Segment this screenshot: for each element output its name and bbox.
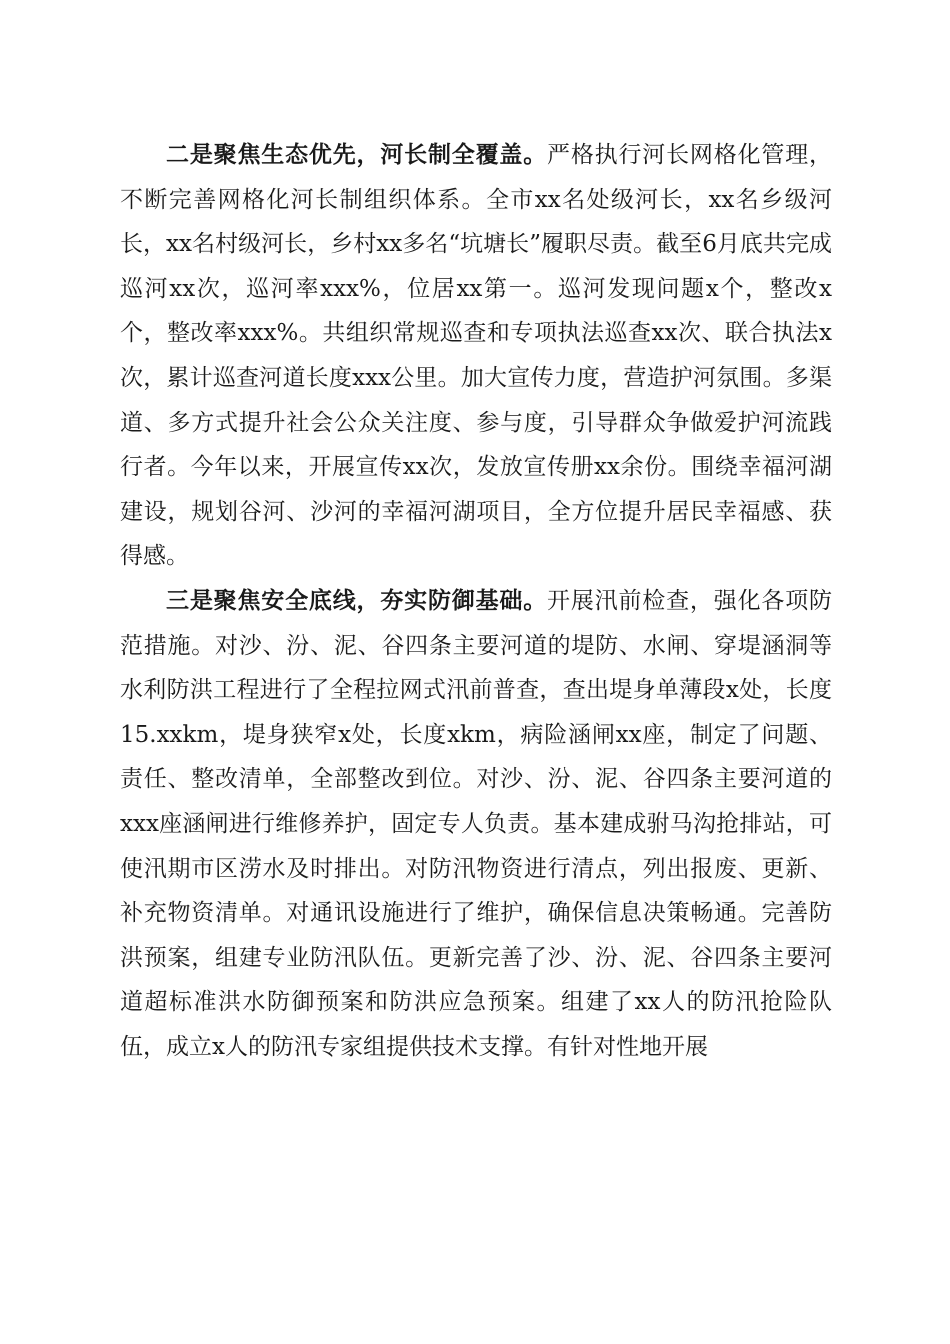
- paragraph-safety: [120, 579, 832, 1070]
- document-body: [120, 133, 832, 1069]
- paragraph-ecology: [120, 133, 832, 579]
- paragraph-text: 开展汛前检查，强化各项防范措施。对沙、汾、泥、谷四条主要河道的堤防、水闸、穿堤涵洞等水利防洪工程进行了全程拉网式汛前普查，查出堤身单薄段x处，长度15.xxkm，堤身狭窄x处，长度xkm，病险涵闸xx座，制定了问题、责任、整改清单，全部整改到位。对沙、汾、泥、谷四条主要河道的xxx座涵闸进行维修养护，固定专人负责。基本建成驸马沟抢排站，可使汛期市区涝水及时排出。对防汛物资进行清点，列出报废、更新、补充物资清单。对通讯设施进行了维护，确保信息决策畅通。完善防洪预案，组建专业防汛队伍。更新完善了沙、汾、泥、谷四条主要河道超标准洪水防御预案和防洪应急预案。组建了xx人的防汛抢险队伍，成立x人的防汛专家组提供技术支撑。有针对性地开展: [120, 587, 833, 1060]
- paragraph-text: 严格执行河长网格化管理，不断完善网格化河长制组织体系。全市xx名处级河长，xx名乡级河长，xx名村级河长，乡村xx多名“坑塘长”履职尽责。截至6月底共完成巡河xx次，巡河率xxx%，位居xx第一。巡河发现问题x个，整改x个，整改率xxx%。共组织常规巡查和专项执法巡查xx次、联合执法x次，累计巡查河道长度xxx公里。加大宣传力度，营造护河氛围。多渠道、多方式提升社会公众关注度、参与度，引导群众争做爱护河流践行者。今年以来，开展宣传xx次，发放宣传册xx余份。围绕幸福河湖建设，规划谷河、沙河的幸福河湖项目，全方位提升居民幸福感、获得感。: [120, 142, 833, 570]
- paragraph-lead-heading: 三是聚焦安全底线，夯实防御基础。: [166, 586, 548, 614]
- paragraph-lead-heading: 二是聚焦生态优先，河长制全覆盖。: [166, 141, 548, 168]
